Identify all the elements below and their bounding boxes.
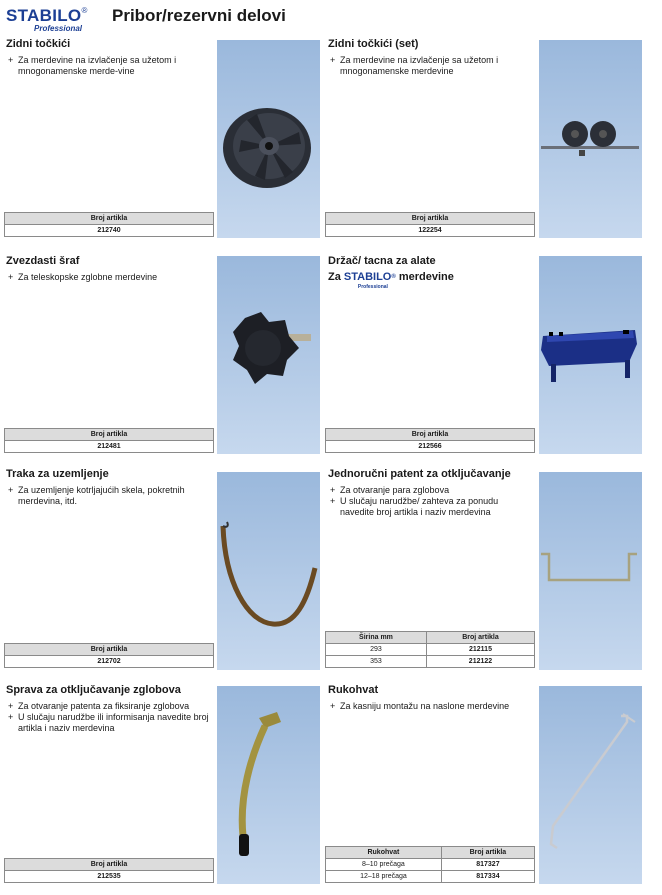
product-image-star-screw (217, 256, 320, 454)
table-header: Broj artikla (326, 429, 535, 441)
logo-brand-name: STABILO (6, 6, 82, 25)
tool-tray-illustration (539, 256, 642, 454)
product-bullets (328, 55, 533, 77)
table-header: Broj artikla (5, 429, 214, 441)
product-title: Zidni točkići (6, 38, 71, 50)
article-table (325, 428, 535, 453)
inline-logo-brand: STABILO (343, 271, 392, 283)
product-bullets (6, 55, 206, 77)
table-cell: 122254 (326, 225, 535, 237)
table-cell: 212115 (426, 644, 534, 656)
bullet-item: + Za teleskopske zglobne merdevine (6, 272, 206, 283)
product-bullets (6, 485, 211, 507)
page-title: Pribor/rezervni delovi (112, 6, 286, 25)
logo-registered-mark: ® (81, 6, 88, 15)
product-card-grounding-strap (6, 468, 211, 507)
product-card-tool-tray (328, 255, 533, 290)
product-card-wall-wheel (6, 38, 206, 77)
table-cell: 353 (326, 656, 427, 668)
table-header: Broj artikla (5, 644, 214, 656)
page-header (6, 4, 656, 34)
grounding-strap-illustration (217, 472, 320, 670)
product-card-one-hand-lock (328, 468, 533, 518)
article-table (4, 643, 214, 668)
table-cell: 212122 (426, 656, 534, 668)
table-header: Broj artikla (426, 632, 534, 644)
product-bullets (328, 701, 533, 712)
article-table (325, 631, 535, 668)
stabilo-logo (6, 6, 88, 33)
stabilo-inline-logo (343, 271, 396, 290)
bullet-item: + Za merdevine na izvlačenje sa užetom i mnogonamenske merde-vine (6, 55, 206, 77)
article-table (325, 846, 535, 883)
subtitle-suffix: merdevine (398, 271, 454, 283)
wheel-set-illustration (539, 40, 642, 238)
product-card-handrail (328, 684, 533, 712)
product-bullets (6, 272, 206, 283)
product-title: Zidni točkići (set) (328, 38, 419, 50)
article-table (325, 212, 535, 237)
bullet-item: + Za otvaranje patenta za fiksiranje zglobova (6, 701, 218, 712)
table-cell: 8–10 prečaga (326, 859, 442, 871)
logo-subline: Professional (34, 24, 83, 33)
product-title: Rukohvat (328, 684, 379, 696)
bullet-item: + Za merdevine na izvlačenje sa užetom i mnogonamenske merdevine (328, 55, 533, 77)
product-bullets (328, 485, 533, 518)
product-image-wall-wheel (217, 40, 320, 238)
table-cell: 212740 (5, 225, 214, 237)
product-title: Traka za uzemljenje (6, 468, 109, 480)
table-header: Broj artikla (326, 213, 535, 225)
product-title: Jednoručni patent za otključavanje (328, 468, 511, 480)
article-table (4, 858, 214, 883)
article-table (4, 212, 214, 237)
table-cell: 212481 (5, 441, 214, 453)
product-subtitle (328, 271, 533, 290)
table-cell: 12–18 prečaga (326, 871, 442, 883)
product-bullets (6, 701, 218, 734)
table-header: Broj artikla (5, 213, 214, 225)
product-title: Držač/ tacna za alate (328, 255, 436, 267)
product-image-wall-wheel-set (539, 40, 642, 238)
wheel-illustration (217, 40, 320, 238)
inline-logo-registered: ® (391, 274, 396, 280)
table-header: Broj artikla (441, 847, 534, 859)
unlock-tool-illustration (217, 686, 320, 884)
product-card-wall-wheel-set (328, 38, 533, 77)
table-cell: 212702 (5, 656, 214, 668)
subtitle-prefix: Za (328, 271, 341, 283)
table-cell: 817327 (441, 859, 534, 871)
table-header: Širina mm (326, 632, 427, 644)
table-cell: 293 (326, 644, 427, 656)
product-card-unlock-tool (6, 684, 218, 734)
article-table (4, 428, 214, 453)
product-image-grounding-strap (217, 472, 320, 670)
table-cell: 212566 (326, 441, 535, 453)
bullet-item: + Za kasniju montažu na naslone merdevine (328, 701, 533, 712)
product-title: Sprava za otključavanje zglobova (6, 684, 181, 696)
product-card-star-screw (6, 255, 206, 283)
handrail-illustration (539, 686, 642, 884)
product-image-handrail (539, 686, 642, 884)
bullet-item: + U slučaju narudžbe/ zahteva za ponudu navedite broj artikla i naziv merdevina (328, 496, 533, 518)
inline-logo-subline: Professional (357, 284, 388, 290)
bullet-item: + U slučaju narudžbe ili informisanja navedite broj artikla i naziv merdevina (6, 712, 218, 734)
table-header: Broj artikla (5, 859, 214, 871)
product-image-tool-tray (539, 256, 642, 454)
product-image-one-hand-lock (539, 472, 642, 670)
table-cell: 212535 (5, 871, 214, 883)
table-header: Rukohvat (326, 847, 442, 859)
product-image-unlock-tool (217, 686, 320, 884)
bullet-item: + Za otvaranje para zglobova (328, 485, 533, 496)
product-title: Zvezdasti šraf (6, 255, 80, 267)
lock-rod-illustration (539, 472, 642, 670)
bullet-item: + Za uzemljenje kotrljajućih skela, pokretnih merdevina, itd. (6, 485, 211, 507)
star-screw-illustration (217, 256, 320, 454)
table-cell: 817334 (441, 871, 534, 883)
